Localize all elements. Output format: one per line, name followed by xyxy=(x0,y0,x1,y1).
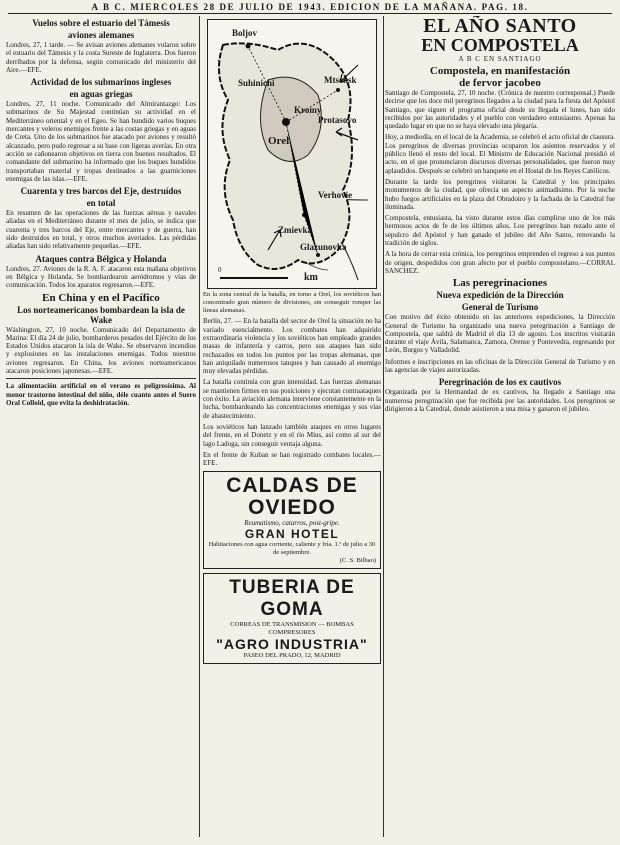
map-label-zmievka: Zmievka xyxy=(278,225,313,235)
divider xyxy=(6,378,196,379)
ad-tuberia xyxy=(203,573,381,664)
article-orel-4: En el frente de Kuban se han registrado combates locales.—EFE. xyxy=(203,450,381,468)
subhead-expedicion: Nueva expedición de la Dirección xyxy=(436,290,564,301)
map-label-orel: Orel xyxy=(268,135,290,147)
ad-caldas-ref: (C. S. Bilbao) xyxy=(339,557,376,565)
ad-caldas xyxy=(203,471,381,569)
article-orel-2: La batalla continúa con gran intensidad. Las fuerzas alemanas se mantienen firmes en sus posiciones y ejecutan contraataques con éxito. La aviación alemana interviene constantemente en la lucha, bombardeando las concentraciones enemigas y sus vías de abastecimiento. xyxy=(203,378,381,420)
article-orel-3: Los soviéticos han lanzado también ataques en otros lugares del frente, en el Donetz y en el río Mius, así como al sur del lago Ladoga, sin conseguir ventaja alguna. xyxy=(203,422,381,448)
subhead-tamesis: aviones alemanes xyxy=(67,30,135,40)
headline-excautivos: Peregrinación de los ex cautivos xyxy=(438,377,562,388)
map-caption: En la zona central de la batalla, en torno a Orel, los soviéticos han concentrado gran número de divisiones, sin conseguir romper las líneas alemanas. xyxy=(203,291,381,314)
map-scale-unit: km xyxy=(304,272,318,283)
column-right xyxy=(385,16,615,838)
headline-submarinos: Actividad de los submarinos ingleses xyxy=(30,77,172,88)
subhead-fervor: de fervor jacobeo xyxy=(459,77,541,89)
subhead-cuarenta: en total xyxy=(86,198,116,209)
ad-caldas-hotel: GRAN HOTEL xyxy=(244,527,340,542)
header-rule xyxy=(8,13,612,14)
article-santiago-5: A la hora de cerrar esta crónica, los peregrinos emprenden el regreso a sus puntos de origen, despedidos con gran afecto por el pueblo compostelano.—CORRAL SANCHEZ. xyxy=(385,250,615,275)
ad-caldas-title: CALDAS DE OVIEDO xyxy=(226,474,358,520)
article-orel-1: Berlín, 27. — En la batalla del sector de Orel la situación no ha variado esencialmente. Los combates han adquirido extraordinaria violencia y los soviéticos han empleado grandes masas de infantería y carros, pero sus ataques han sido rechazados en todos los puntos por las tropas alemanas, que han aniquilado numerosos tanques y han causado al enemigo muy elevadas pérdidas. xyxy=(203,317,381,376)
map-graphic xyxy=(208,20,376,288)
subhead-turismo: General de Turismo xyxy=(461,302,539,313)
article-china: Wáshington, 27, 10 noche. Comunicado del Departamento de Marina: El día 24 de julio, bombarderos pesados del Ejército de los Estados Unidos atacaron la isla de Wake. Se observaron incendios y explosiones en las instalaciones enemigas. Todos nuestros aviones regresaron. En China, los aviones norteamericanos atacaron posiciones japonesas.—EFE. xyxy=(6,325,196,376)
headline-manifestacion: Compostela, en manifestación xyxy=(429,65,571,77)
article-ataques: Londres, 27. Aviones de la R. A. F. atacaron esta mañana objetivos en Bélgica y Holanda. Se bombardearon aeródromos y vías de comunicación. Todos los aparatos regresaron.—EFE. xyxy=(6,264,196,290)
page-header: A B C. MIERCOLES 28 DE JULIO DE 1943. EDICION DE LA MAÑANA. PAG. 18. xyxy=(91,2,529,12)
ad-tuberia-title: TUBERIA DE GOMA xyxy=(229,577,355,621)
headline-compostela: EN COMPOSTELA xyxy=(421,35,579,55)
map-label-boljov: Boljov xyxy=(232,28,258,38)
article-santiago-1: Santiago de Compostela, 27, 10 noche. (Crónica de nuestro corresponsal.) Puede decirse que los doce mil peregrinos llegados a la ciudad para la fiesta del Apóstol Santiago, que siguen el programa oficial desde su llegada el lunes, han sido recibidos por las autoridades y el pueblo con verdadero entusiasmo. Apenas ha quedado lugar en que no se haya elevado una plegaria. xyxy=(385,89,615,131)
article-expedicion-2: Informes e inscripciones en las oficinas de la Dirección General de Turismo y en las agencias de viajes autorizadas. xyxy=(385,357,615,375)
subhead-submarinos: en aguas griegas xyxy=(69,89,133,100)
column-divider-1 xyxy=(199,16,200,837)
map-label-glazunovka: Glazunovka xyxy=(300,242,347,252)
article-santiago-3: Durante la tarde los peregrinos visitaron la Catedral y los principales monumentos de la ciudad, que ofrecía un aspecto animadísimo. Por la noche hubo fuegos artificiales en la plaza del Obradoiro y la fachada de la Catedral fue iluminada. xyxy=(385,177,615,211)
column-divider-2 xyxy=(383,16,384,837)
map-label-mtsensk: Mtsensk xyxy=(324,75,357,85)
map-scale-zero: 0 xyxy=(218,266,222,274)
war-map xyxy=(207,19,377,289)
article-expedicion-1: Con motivo del éxito obtenido en las anteriores expediciones, la Dirección General de Turismo ha organizado una nueva peregrinación a Santiago de Compostela, que saldrá de Madrid el día 13 de agosto. Los inscritos visitarán durante el viaje Ávila, Salamanca, Zamora, Orense y Pontevedra, regresando por León, Burgos y Valladolid. xyxy=(385,313,615,355)
headline-ataques: Ataques contra Bélgica y Holanda xyxy=(35,253,167,264)
ad-tuberia-addr: PASEO DEL PRADO, 12, MADRID xyxy=(243,652,341,660)
column-left xyxy=(6,16,196,838)
article-submarinos: Londres, 27, 11 noche. Comunicado del Almirantazgo: Los submarinos de Su Majestad continúan su actividad en el Mediterráneo oriental y en el Egeo. Se han hundido varios buques mercantes y veleros enemigos frente a las costas griegas y en aguas de Creta. Uno de los submarinos fue atacado por aviones y resultó alcanzado, pero pudo regresar a su base con ligeras averías. En otra acción se cañonearon objetivos en tierra con buenos resultados. El comandante del submarino ha informado que los buques hundidos transportaban material y tropas destinados a las guarniciones enemigas de las islas.—EFE. xyxy=(6,100,196,183)
subhead-china: Los norteamericanos bombardean la isla de Wake xyxy=(17,304,185,325)
kicker-santiago: A B C EN SANTIAGO xyxy=(458,55,542,63)
ad-tuberia-name: "AGRO INDUSTRIA" xyxy=(216,636,368,653)
article-santiago-4: Compostela, entusiasta, ha visto durante estos días cumplirse uno de los más hermosos actos de fe de los últimos años. Los peregrinos han rezado ante el sepulcro del Apóstol y han ganado el jubileo del Año Santo, renovando la tradición de siglos. xyxy=(385,214,615,248)
map-label-verhovie: Verhovie xyxy=(318,190,353,200)
article-santiago-2: Hoy, a mediodía, en el local de la Academia, se celebró el acto oficial de clausura. Los peregrinos de diversas provincias ocuparon los asientos reservados y el público llenó el resto del local. El Ministro de Educación Nacional presidió el acto, en el que pronunciaron discursos diversas personalidades, que fueron muy aplaudidos. Después se celebró un banquete en el Hostal de los Reyes Católicos. xyxy=(385,133,615,175)
headline-cuarenta: Cuarenta y tres barcos del Eje, destruídos xyxy=(20,186,182,197)
headline-china: En China y en el Pacífico xyxy=(42,291,160,304)
headline-ano-santo: EL AÑO SANTO xyxy=(423,16,577,37)
article-tamesis: Londres, 27, 1 tarde. — Se avisan aviones alemanes volaron sobre el estuario del Támesis y la costa Sureste de Inglaterra. Dos fueron derribados por la defensa, según comunicado del ministerio del Aire.—EFE. xyxy=(6,41,196,74)
ad-caldas-note: Habitaciones con agua corriente, caliente y fría. 1.º de julio a 30 de septiembre. xyxy=(208,541,376,557)
article-excautivos: Organizada por la Hermandad de ex cautivos, ha llegado a Santiago una numerosa peregrinación que fue recibida por las autoridades. Los peregrinos se dirigieron a la Catedral, donde asistieron a una misa y ganaron el jubileo. xyxy=(385,388,615,413)
ad-alimentacion: La alimentación artificial en el verano es peligrosísima. Al menor trastorno intestinal del niño, déle cuanto antes el Suero Oral Colloid, que evita la deshidratación. xyxy=(6,382,196,407)
map-label-protasovo: Protasovo xyxy=(318,115,357,125)
headline-tamesis: Vuelos sobre el estuario del Támesis xyxy=(32,18,170,28)
column-center xyxy=(203,16,381,838)
article-cuarenta: En resumen de las operaciones de las fuerzas aéreas y navales aliadas en el Mediterráneo durante el mes de julio, se indica que cuarenta y tres barcos del Eje, entre mercantes y de guerra, han sido destruidos en total, y otros muchos averiados. Las pérdidas aliadas han sido relativamente pequeñas.—EFE. xyxy=(6,209,196,251)
headline-peregrinaciones: Las peregrinaciones xyxy=(452,277,548,290)
ad-tuberia-sub: CORREAS DE TRANSMISION — BOMBAS COMPRESORES xyxy=(230,621,354,637)
map-label-kromy: Kromy xyxy=(294,105,322,115)
ad-caldas-sub: Reumatismo, catarros, post-gripe. xyxy=(244,519,340,528)
map-label-suhinichi: Suhinichi xyxy=(238,78,275,88)
